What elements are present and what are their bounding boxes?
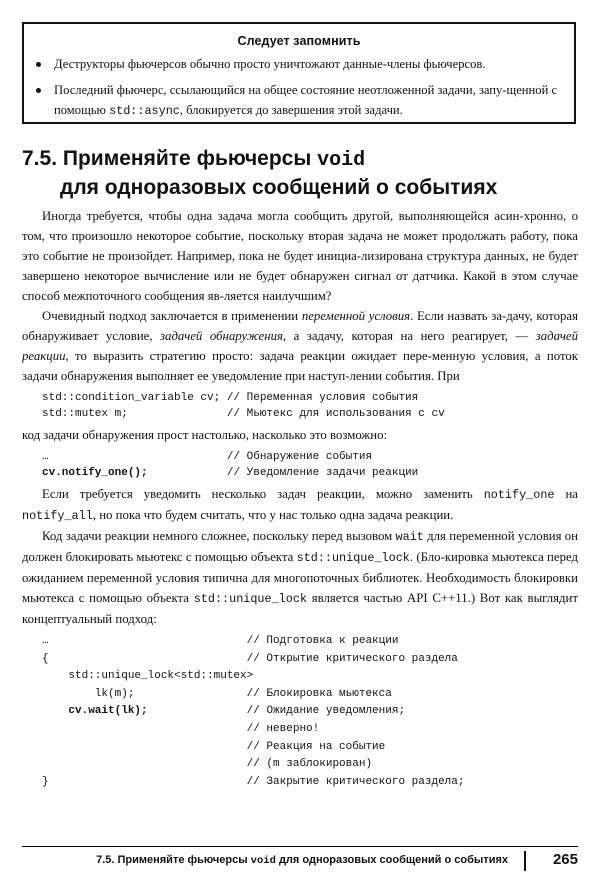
paragraph: [22, 484, 578, 526]
footer-text: 7.5. Применяйте фьючерсы: [96, 854, 251, 866]
body-text: [22, 206, 578, 794]
footer-code: void: [250, 855, 276, 867]
remember-box: [22, 22, 576, 124]
footer-divider: [524, 851, 526, 871]
inline-code: std::unique_lock: [193, 592, 307, 606]
code-block: [22, 390, 578, 422]
text-run: Очевидный подход заключается в применении: [42, 309, 302, 323]
text-run: Код задачи реакции немного сложнее, поскольку перед вызовом: [42, 529, 396, 543]
text-run: Если требуется уведомить несколько задач реакции, можно заменить: [42, 487, 484, 501]
code-line: [42, 703, 578, 721]
emphasis: задачей реакции: [22, 329, 578, 363]
code-comment: // Ожидание уведомления;: [147, 705, 406, 718]
remember-item-text: Последний фьючерс, ссылающийся на общее состояние неотложенной задачи, запу-щенной с помощью: [54, 83, 558, 117]
section-title-text: Применяйте фьючерсы: [62, 147, 318, 170]
text-run: для переменной условия он должен блокировать мьютекс с помощью объекта: [22, 529, 578, 564]
code-line: [42, 465, 578, 481]
code-line: … // Обнаружение события: [42, 451, 373, 463]
remember-box-title: Следует запомнить: [237, 34, 361, 48]
paragraph: [22, 306, 578, 386]
code-line: } // Закрытие критического раздела;: [42, 775, 465, 788]
remember-item-text: , блокируется до завершения этой задачи.: [179, 103, 403, 117]
code-line: // (m заблокирован): [42, 758, 373, 771]
section-heading: [22, 145, 582, 201]
emphasis: задачей обнаружения: [160, 329, 283, 343]
inline-code: notify_all: [22, 509, 93, 523]
code-bold: cv.notify_one();: [42, 467, 148, 479]
text-run: . (Бло-кировка мьютекса перед ожиданием переменной условия типична для многопоточных библиотек. Необходимость блокировки мьютекса с помощью объекта: [22, 550, 579, 605]
code-line: { // Открытие критического раздела: [42, 652, 458, 665]
code-line: // Реакция на событие: [42, 740, 386, 753]
code-bold: cv.wait(lk);: [42, 705, 148, 718]
code-line: // неверно!: [42, 722, 320, 735]
text-run: . Если назвать за-дачу, которая обнаруживает условие,: [22, 309, 578, 343]
section-number: 7.5.: [22, 147, 58, 170]
inline-code: std::unique_lock: [296, 551, 410, 565]
text-run: , но пока что будем считать, что у нас только одна задача реакции.: [92, 508, 454, 522]
text-run: , а задачу, которая на него реагирует, —: [282, 329, 536, 343]
code-line: … // Подготовка к реакции: [42, 635, 399, 647]
bullet-icon: [36, 62, 41, 67]
code-line: std::mutex m; // Мьютекс для использования с cv: [42, 408, 445, 420]
section-title-code: void: [317, 149, 366, 172]
page-number: 265: [552, 851, 578, 868]
page-footer: [22, 846, 578, 871]
text-run: , то выразить стратегию просто: задача реакции ожидает пере-менную условия, а поток задачи обнаружения выполняет ее уведомление при наступ-лении события. При: [22, 349, 578, 383]
paragraph: код задачи обнаружения прост настолько, насколько это возможно:: [22, 428, 388, 442]
code-line: lk(m); // Блокировка мьютекса: [42, 687, 392, 700]
paragraph: Иногда требуется, чтобы одна задача могла сообщить другой, выполняющейся асин-хронно, о том, что произошло некоторое событие, поскольку вторая задача не может продолжать работу, пока это событие не произойдет. Например, пока не будет инициа-лизирована структура данных, не будет завершено некоторое вычисление или не будет обнаружен сигнал от датчика. Какой в этом случае способ межпоточного сообщения яв-ляется наилучшим?: [22, 209, 578, 303]
text-run: на: [554, 487, 578, 501]
paragraph: [22, 526, 578, 629]
remember-item: [24, 80, 574, 121]
bullet-icon: [36, 88, 41, 93]
code-comment: // Уведомление задачи реакции: [147, 467, 419, 479]
remember-item: [24, 54, 574, 74]
inline-code: wait: [395, 530, 424, 544]
inline-code: std::async: [109, 104, 180, 118]
running-footer: [96, 854, 508, 867]
emphasis: переменной условия: [301, 309, 411, 323]
footer-text: для одноразовых сообщений о событиях: [275, 854, 508, 866]
section-title-line2: для одноразовых сообщений о событиях: [60, 176, 498, 199]
code-line: std::unique_lock<std::mutex>: [42, 670, 254, 683]
text-run: является частью API C++11.) Вот как выглядит концептуальный подход:: [22, 591, 578, 626]
code-line: std::condition_variable cv; // Переменная условия события: [42, 392, 419, 404]
inline-code: notify_one: [483, 488, 555, 502]
code-block: [22, 633, 578, 791]
remember-item-text: Деструкторы фьючерсов обычно просто уничтожают данные-члены фьючерсов.: [54, 57, 486, 71]
code-block: [22, 449, 578, 481]
